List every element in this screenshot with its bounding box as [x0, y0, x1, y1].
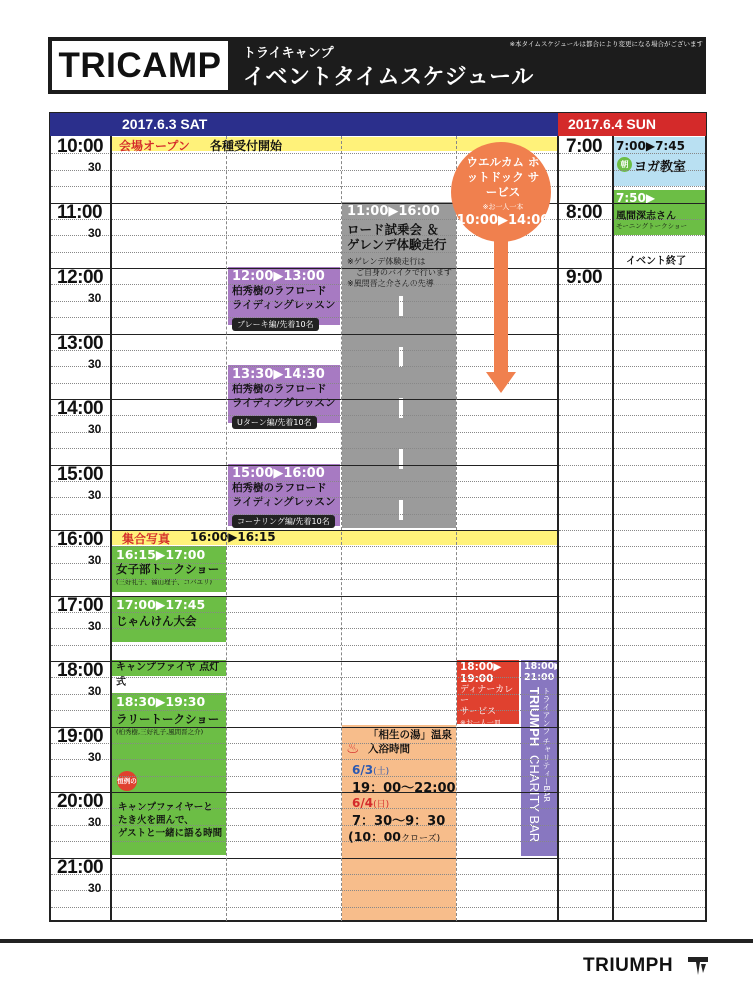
- triumph-emblem-icon: [686, 953, 710, 977]
- hour-gridline: [51, 530, 557, 531]
- joshi-talk-block: [112, 546, 226, 592]
- charity-bar-brand: TRIUMPH: [527, 687, 542, 747]
- quarter-gridline: [51, 694, 557, 695]
- quarter-gridline: [559, 874, 705, 875]
- hour-gridline: [51, 727, 557, 728]
- hour-gridline: [51, 465, 557, 466]
- quarter-gridline: [51, 481, 557, 482]
- joshi-talk-people: (三好礼子、福山理子、コバユリ): [116, 578, 213, 586]
- column-divider: [341, 136, 342, 921]
- charity-bar-time-end: 21:00: [524, 672, 555, 683]
- quarter-gridline: [559, 546, 705, 547]
- quarter-gridline: [559, 170, 705, 171]
- onsen-close-time: (10：00: [348, 829, 402, 844]
- quarter-gridline: [559, 497, 705, 498]
- quarter-gridline: [559, 530, 705, 531]
- quarter-gridline: [51, 710, 557, 711]
- group-photo-time: 16:00▶16:15: [190, 530, 276, 544]
- quarter-gridline: [51, 612, 557, 613]
- annual-badge: 恒例の: [117, 771, 137, 791]
- quarter-gridline: [51, 415, 557, 416]
- column-divider: [612, 136, 614, 921]
- quarter-gridline: [559, 415, 705, 416]
- half-hour-label: 30: [88, 225, 102, 240]
- half-hour-label: 30: [88, 749, 102, 764]
- yoga-block: [614, 137, 705, 186]
- quarter-gridline: [559, 334, 705, 335]
- venue-open-label: 会場オープン: [119, 139, 190, 153]
- hotdog-block: [448, 155, 558, 229]
- lesson-brake-title1: 柏秀樹のラフロード: [232, 285, 327, 297]
- quarter-gridline: [559, 481, 705, 482]
- dinner-title2: サービス: [460, 707, 497, 717]
- janken-time: 17:00▶17:45: [116, 597, 206, 612]
- quarter-gridline: [559, 235, 705, 236]
- time-label-sun: 9:00: [566, 267, 603, 288]
- onsen-title1: 「相生の湯」温泉: [368, 729, 452, 741]
- quarter-gridline: [559, 825, 705, 826]
- quarter-gridline: [559, 710, 705, 711]
- group-photo-label: 集合写真: [122, 532, 171, 546]
- rally-talk-title: ラリートークショー: [116, 712, 220, 726]
- event-end-label: イベント終了: [626, 256, 686, 267]
- road-test-title1: ロード試乗会 ＆: [347, 222, 439, 237]
- time-label-sun: 7:00: [566, 136, 603, 157]
- onsen-title2: 入浴時間: [368, 743, 410, 755]
- schedule-note: ※本タイムスケジュールは都合により変更になる場合がございます: [509, 40, 703, 48]
- lesson-cornering-block: [228, 464, 340, 526]
- group-photo-bar: [112, 530, 557, 545]
- quarter-gridline: [559, 350, 705, 351]
- morning-badge: 朝: [617, 157, 632, 172]
- quarter-gridline: [51, 677, 557, 678]
- dinner-time-end: 19:00: [460, 673, 494, 685]
- time-label-sat: 20:00: [57, 791, 104, 812]
- onsen-close-label: クローズ): [401, 834, 441, 844]
- quarter-gridline: [559, 432, 705, 433]
- quarter-gridline: [559, 612, 705, 613]
- hour-gridline: [51, 792, 557, 793]
- quarter-gridline: [559, 301, 705, 302]
- half-hour-label: 30: [88, 291, 102, 305]
- charity-bar-title: CHARITY BAR: [527, 755, 542, 843]
- time-label-sat: 21:00: [57, 856, 104, 878]
- time-label-sat: 10:00: [57, 136, 104, 157]
- half-hour-label: 30: [88, 553, 102, 567]
- road-test-time: 11:00▶16:00: [347, 204, 440, 219]
- quarter-gridline: [559, 563, 705, 564]
- rally-talk-time: 18:30▶19:30: [116, 694, 206, 709]
- quarter-gridline: [51, 448, 557, 449]
- half-hour-label: 30: [88, 815, 102, 829]
- hot-spring-icon: ♨: [346, 739, 360, 757]
- quarter-gridline: [559, 677, 705, 678]
- onsen-date1-weekday: (土): [373, 767, 390, 777]
- quarter-gridline: [559, 841, 705, 842]
- half-hour-label: 30: [88, 487, 102, 502]
- column-divider: [110, 136, 112, 921]
- page-title: イベントタイムスケジュール: [243, 65, 534, 90]
- half-hour-label: 30: [88, 422, 102, 436]
- lesson-brake-time: 12:00▶13:00: [232, 269, 325, 284]
- hour-gridline: [51, 661, 557, 662]
- quarter-gridline: [51, 825, 557, 826]
- quarter-gridline: [559, 465, 705, 466]
- lesson-uturn-block: [228, 365, 340, 427]
- time-label-sat: 11:00: [57, 201, 103, 223]
- quarter-gridline: [559, 596, 705, 597]
- hotdog-title: ウエルカム ホットドック サービス: [466, 155, 540, 199]
- quarter-gridline: [51, 841, 557, 842]
- campfire-lighting-block: [112, 660, 226, 688]
- time-label-sat: 15:00: [57, 463, 104, 485]
- lesson-uturn-tag: Uターン編/先着10名: [232, 416, 317, 429]
- quarter-gridline: [51, 546, 557, 547]
- half-hour-label: 30: [88, 356, 102, 371]
- quarter-gridline: [559, 514, 705, 515]
- road-lane-mark: [399, 500, 403, 520]
- campfire-lighting-title: キャンプファイヤ 点灯式: [116, 662, 220, 688]
- half-hour-label: 30: [88, 684, 102, 698]
- quarter-gridline: [559, 890, 705, 891]
- lesson-brake-title2: ライディングレッスン: [232, 299, 336, 311]
- triumph-logo: TRIUMPH: [583, 955, 674, 976]
- quarter-gridline: [559, 792, 705, 793]
- yoga-time: 7:00▶7:45: [616, 139, 685, 153]
- campfire-talk-line2: たき火を囲んで、: [118, 815, 194, 826]
- charity-bar-time-start: 18:00▶: [524, 661, 562, 672]
- time-label-sat: 18:00: [57, 660, 104, 681]
- yoga-title: ヨガ教室: [634, 160, 687, 175]
- day-header-sun: 2017.6.4 SUN: [558, 113, 706, 136]
- kazama-talk-title: 風間深志さん: [616, 211, 676, 222]
- joshi-talk-title: 女子部トークショー: [116, 562, 220, 576]
- reception-start-label: 各種受付開始: [210, 139, 283, 153]
- lesson-brake-tag: ブレーキ編/先着10名: [232, 318, 319, 331]
- quarter-gridline: [559, 694, 705, 695]
- lesson-uturn-time: 13:30▶14:30: [232, 367, 325, 382]
- dinner-note: ※お一人一皿: [460, 719, 501, 727]
- quarter-gridline: [559, 448, 705, 449]
- quarter-gridline: [51, 514, 557, 515]
- road-test-note1: ※ゲレンデ体験走行は: [347, 257, 426, 266]
- quarter-gridline: [559, 776, 705, 777]
- quarter-gridline: [559, 317, 705, 318]
- dinner-time-start: 18:00▶: [460, 661, 502, 673]
- time-label-sat: 12:00: [57, 267, 104, 288]
- onsen-time2: 7：30〜9：30: [352, 814, 446, 829]
- lesson-cornering-time: 15:00▶16:00: [232, 466, 325, 481]
- quarter-gridline: [559, 186, 705, 187]
- quarter-gridline: [51, 579, 557, 580]
- hotdog-note: ※お一人一本: [482, 203, 524, 211]
- joshi-talk-time: 16:15▶17:00: [116, 547, 206, 562]
- quarter-gridline: [559, 252, 705, 253]
- dinner-title1: ディナーカレー: [460, 685, 514, 706]
- quarter-gridline: [559, 661, 705, 662]
- quarter-gridline: [559, 858, 705, 859]
- quarter-gridline: [51, 874, 557, 875]
- quarter-gridline: [51, 743, 557, 744]
- quarter-gridline: [51, 776, 557, 777]
- charity-bar-block: [521, 660, 562, 856]
- time-label-sun: 8:00: [566, 201, 603, 223]
- day-header-sat: 2017.6.3 SAT: [50, 113, 558, 136]
- quarter-gridline: [559, 628, 705, 629]
- kazama-talk-subtitle: モーニングトークショー: [616, 222, 687, 230]
- quarter-gridline: [51, 432, 557, 433]
- lesson-cornering-tag: コーナリング編/先着10名: [232, 515, 335, 528]
- time-label-sat: 13:00: [57, 332, 104, 354]
- time-label-sat: 14:00: [57, 398, 104, 419]
- quarter-gridline: [559, 399, 705, 400]
- quarter-gridline: [51, 645, 557, 646]
- hour-gridline: [51, 596, 557, 597]
- quarter-gridline: [51, 563, 557, 564]
- quarter-gridline: [51, 628, 557, 629]
- quarter-gridline: [51, 759, 557, 760]
- charity-bar-kana: トライアンフ チャリティーBAR: [542, 687, 551, 803]
- road-lane-mark: [399, 449, 403, 469]
- onsen-date2-weekday: (日): [373, 800, 390, 810]
- quarter-gridline: [559, 759, 705, 760]
- time-label-sat: 19:00: [57, 725, 104, 747]
- campfire-talk-line1: キャンプファイヤーと: [118, 802, 213, 813]
- quarter-gridline: [559, 727, 705, 728]
- tricamp-logo: TRICAMP: [52, 41, 228, 90]
- quarter-gridline: [559, 907, 705, 908]
- lesson-uturn-title2: ライディングレッスン: [232, 397, 336, 409]
- janken-title: じゃんけん大会: [116, 614, 197, 628]
- onsen-date1: 6/3: [352, 763, 374, 777]
- quarter-gridline: [559, 645, 705, 646]
- hotdog-time: 10:00▶14:00: [456, 213, 550, 228]
- quarter-gridline: [51, 907, 557, 908]
- kazama-talk-time: 7:50▶: [616, 191, 656, 205]
- road-test-title2: ゲレンデ体験走行: [347, 237, 447, 252]
- header-subtitle: トライキャンプ: [243, 46, 334, 61]
- rally-campfire-block: [112, 693, 226, 855]
- quarter-gridline: [51, 890, 557, 891]
- hour-gridline: [51, 858, 557, 859]
- column-divider: [226, 136, 227, 921]
- dinner-curry-block: [457, 660, 519, 727]
- kazama-talk-block: [614, 190, 705, 235]
- quarter-gridline: [559, 366, 705, 367]
- janken-block: [112, 596, 226, 642]
- footer-rule: [0, 939, 753, 943]
- road-test-note3: ※風間晋之介さんの先導: [347, 279, 434, 288]
- half-hour-label: 30: [88, 160, 102, 174]
- quarter-gridline: [559, 743, 705, 744]
- rally-talk-people: (柏秀樹,三好礼子,風間晋之介): [116, 728, 204, 736]
- campfire-talk-line3: ゲストと一緒に語る時間: [118, 828, 223, 839]
- onsen-time1: 19：00〜22:00: [352, 781, 456, 796]
- onsen-date2: 6/4: [352, 796, 374, 810]
- lesson-uturn-title1: 柏秀樹のラフロード: [232, 383, 327, 395]
- time-label-sat: 16:00: [57, 529, 104, 550]
- lesson-cornering-title1: 柏秀樹のラフロード: [232, 482, 327, 494]
- quarter-gridline: [559, 383, 705, 384]
- quarter-gridline: [559, 808, 705, 809]
- road-test-note2: ご自身のバイクで行います: [356, 268, 452, 277]
- half-hour-label: 30: [88, 880, 102, 895]
- quarter-gridline: [559, 579, 705, 580]
- road-lane-mark: [399, 296, 403, 316]
- lesson-cornering-title2: ライディングレッスン: [232, 496, 336, 508]
- quarter-gridline: [51, 808, 557, 809]
- quarter-gridline: [51, 497, 557, 498]
- half-hour-label: 30: [88, 618, 102, 633]
- time-label-sat: 17:00: [57, 594, 104, 616]
